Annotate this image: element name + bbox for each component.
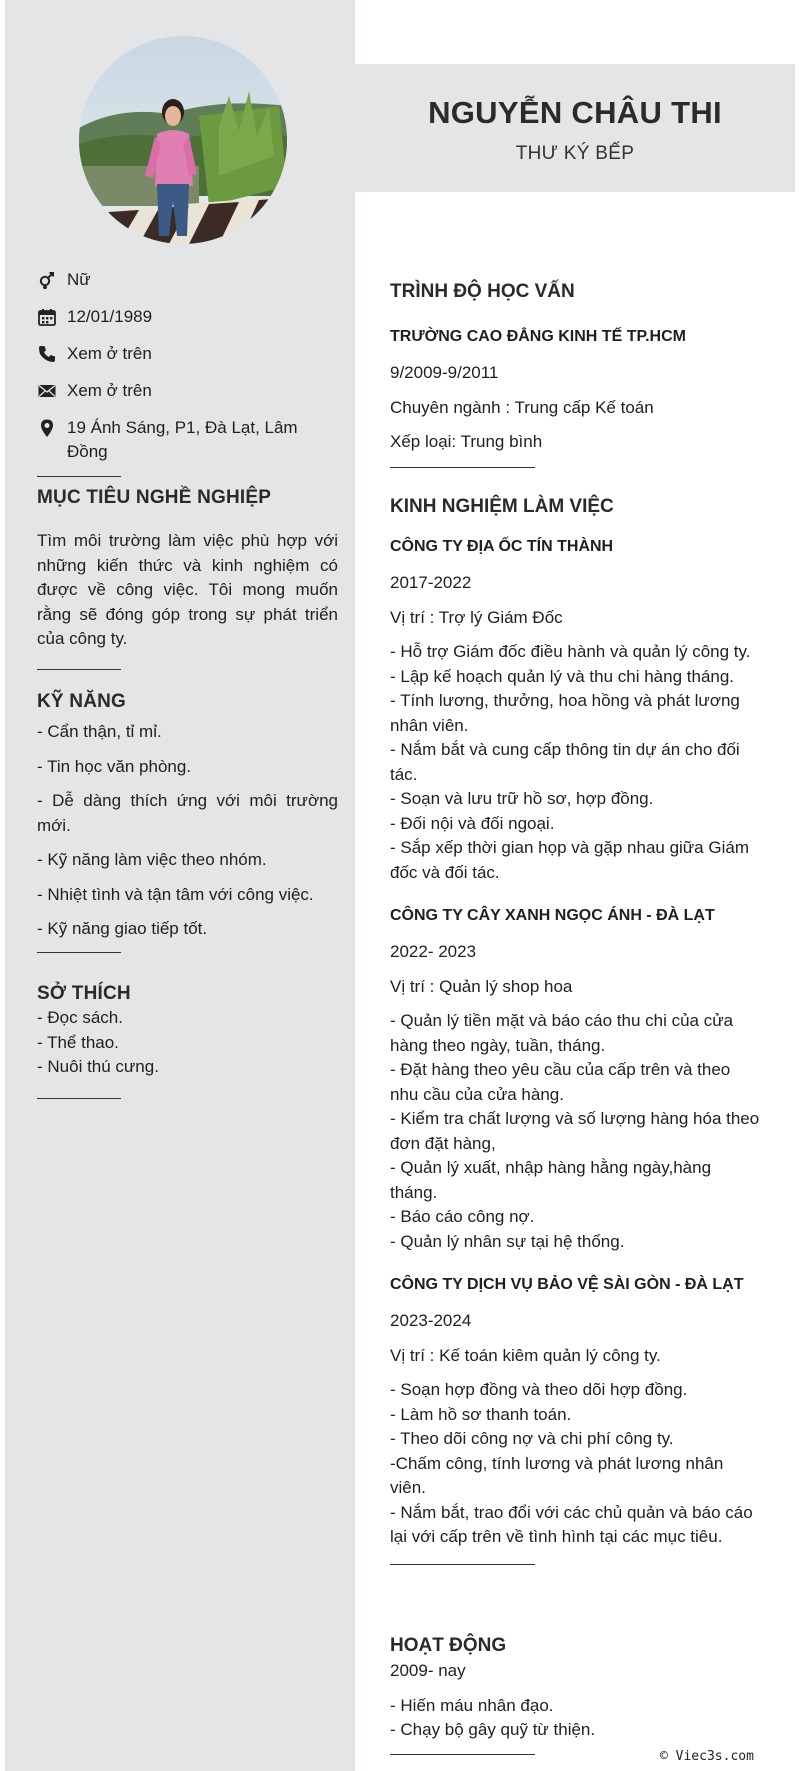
job-period: 2023-2024 <box>390 1311 472 1330</box>
job-duties <box>390 1378 760 1550</box>
duty-item: - Đối nội và đối ngoại. <box>390 813 555 833</box>
hobbies-section <box>37 983 338 1099</box>
contact-phone <box>37 342 337 366</box>
job-company: CÔNG TY CÂY XANH NGỌC ÁNH - ĐÀ LẠT <box>390 907 715 924</box>
duty-item: - Quản lý xuất, nhập hàng hằng ngày,hàng tháng. <box>390 1158 712 1202</box>
location-icon <box>37 416 57 440</box>
job-company: CÔNG TY ĐỊA ỐC TÍN THÀNH <box>390 538 614 555</box>
skills-title: KỸ NĂNG <box>37 691 127 712</box>
contact-email <box>37 379 337 403</box>
gender-icon <box>37 268 57 292</box>
hobby-item: - Nuôi thú cưng. <box>37 1057 159 1076</box>
skill-item: - Kỹ năng giao tiếp tốt. <box>37 919 208 938</box>
skills-list <box>37 720 338 942</box>
activities-section <box>390 1635 760 1755</box>
duty-item: - Soạn hợp đồng và theo dõi hợp đồng. <box>390 1380 688 1399</box>
hobbies-title: SỞ THÍCH <box>37 983 131 1004</box>
candidate-name: NGUYỄN CHÂU THI <box>428 95 722 130</box>
email-text: Xem ở trên <box>67 381 152 400</box>
activities-list <box>390 1694 760 1743</box>
job-entry <box>390 907 760 1254</box>
job-duties <box>390 1009 760 1254</box>
activity-item: - Chạy bộ gây quỹ từ thiện. <box>390 1720 596 1739</box>
divider <box>37 952 121 953</box>
duty-item: - Lập kế hoạch quản lý và thu chi hàng tháng. <box>390 666 735 686</box>
education-major: Chuyên ngành : Trung cấp Kế toán <box>390 397 654 417</box>
header <box>355 64 795 192</box>
job-company: CÔNG TY DỊCH VỤ BẢO VỆ SÀI GÒN - ĐÀ LẠT <box>390 1276 744 1293</box>
activities-title: HOẠT ĐỘNG <box>390 1635 507 1656</box>
job-period: 2022- 2023 <box>390 942 477 961</box>
duty-item: - Nắm bắt, trao đổi với các chủ quản và báo cáo lại với cấp trên về tình hình tại các mục tiêu. <box>390 1502 753 1546</box>
job-position: Vị trí : Trợ lý Giám Đốc <box>390 607 563 627</box>
birthday-text: 12/01/1989 <box>67 307 153 326</box>
duty-item: - Quản lý tiền mặt và báo cáo thu chi của cửa hàng theo ngày, tuần, tháng. <box>390 1011 734 1055</box>
objective-text: Tìm môi trường làm việc phù hợp với những kiến thức và kinh nghiệm có được về công việc. Tôi mong muốn rằng sẽ đóng góp trong sự phát triển của công ty. <box>37 531 338 648</box>
job-duties <box>390 640 760 885</box>
gender-text: Nữ <box>67 270 91 289</box>
skill-item: - Kỹ năng làm việc theo nhóm. <box>37 850 267 869</box>
skill-item: - Tin học văn phòng. <box>37 756 192 776</box>
hobbies-list <box>37 1006 338 1080</box>
duty-item: - Hỗ trợ Giám đốc điều hành và quản lý công ty. <box>390 642 751 661</box>
divider <box>37 1098 121 1099</box>
divider <box>37 669 121 670</box>
sidebar <box>5 0 355 1771</box>
contact-info <box>37 268 337 477</box>
job-position: Vị trí : Kế toán kiêm quản lý công ty. <box>390 1345 661 1365</box>
email-icon <box>37 379 57 403</box>
education-section <box>390 281 760 468</box>
education-title: TRÌNH ĐỘ HỌC VẤN <box>390 281 575 302</box>
job-position: Vị trí : Quản lý shop hoa <box>390 976 573 996</box>
divider <box>390 1564 535 1565</box>
contact-address <box>37 416 337 464</box>
avatar <box>79 36 287 244</box>
experience-section <box>390 496 760 1565</box>
divider <box>37 476 121 477</box>
activities-period: 2009- nay <box>390 1661 466 1680</box>
skill-item: - Dễ dàng thích ứng với môi trường mới. <box>37 791 338 835</box>
duty-item: - Soạn và lưu trữ hồ sơ, hợp đồng. <box>390 789 654 808</box>
duty-item: - Đặt hàng theo yêu cầu của cấp trên và theo nhu cầu của cửa hàng. <box>390 1060 731 1104</box>
skill-item: - Nhiệt tình và tận tâm với công việc. <box>37 884 314 904</box>
duty-item: - Tính lương, thưởng, hoa hồng và phát lương nhân viên. <box>390 691 740 735</box>
hobby-item: - Đọc sách. <box>37 1008 123 1027</box>
divider <box>390 1754 535 1755</box>
duty-item: - Kiểm tra chất lượng và số lượng hàng hóa theo đơn đặt hàng, <box>390 1109 760 1153</box>
contact-birthday <box>37 305 337 329</box>
job-entry <box>390 538 760 885</box>
duty-item: - Sắp xếp thời gian họp và gặp nhau giữa Giám đốc và đối tác. <box>390 838 749 882</box>
duty-item: - Theo dõi công nợ và chi phí công ty. <box>390 1429 674 1448</box>
experience-title: KINH NGHIỆM LÀM VIỆC <box>390 496 614 517</box>
school-name: TRƯỜNG CAO ĐẲNG KINH TẾ TP.HCM <box>390 328 686 345</box>
duty-item: - Quản lý nhân sự tại hệ thống. <box>390 1231 625 1251</box>
calendar-icon <box>37 305 57 329</box>
duty-item: -Chấm công, tính lương và phát lương nhân viên. <box>390 1453 724 1497</box>
watermark: © Viec3s.com <box>660 1749 754 1764</box>
education-period: 9/2009-9/2011 <box>390 363 499 382</box>
job-period: 2017-2022 <box>390 573 472 592</box>
duty-item: - Báo cáo công nợ. <box>390 1207 535 1226</box>
hobby-item: - Thể thao. <box>37 1032 119 1052</box>
phone-text: Xem ở trên <box>67 344 152 363</box>
candidate-role: THƯ KÝ BẾP <box>515 143 635 164</box>
activity-item: - Hiến máu nhân đạo. <box>390 1695 554 1715</box>
phone-icon <box>37 342 57 366</box>
skill-item: - Cẩn thận, tỉ mỉ. <box>37 722 162 741</box>
skills-section <box>37 691 338 953</box>
duty-item: - Làm hồ sơ thanh toán. <box>390 1404 572 1424</box>
contact-gender <box>37 268 337 292</box>
job-entry <box>390 1276 760 1550</box>
objective-title: MỤC TIÊU NGHỀ NGHIỆP <box>37 487 272 508</box>
profile-photo <box>79 36 287 244</box>
address-text: 19 Ánh Sáng, P1, Đà Lạt, Lâm Đồng <box>67 418 298 461</box>
duty-item: - Nắm bắt và cung cấp thông tin dự án cho đối tác. <box>390 740 740 784</box>
objective-section <box>37 487 338 670</box>
divider <box>390 467 535 468</box>
education-grade: Xếp loại: Trung bình <box>390 432 543 451</box>
